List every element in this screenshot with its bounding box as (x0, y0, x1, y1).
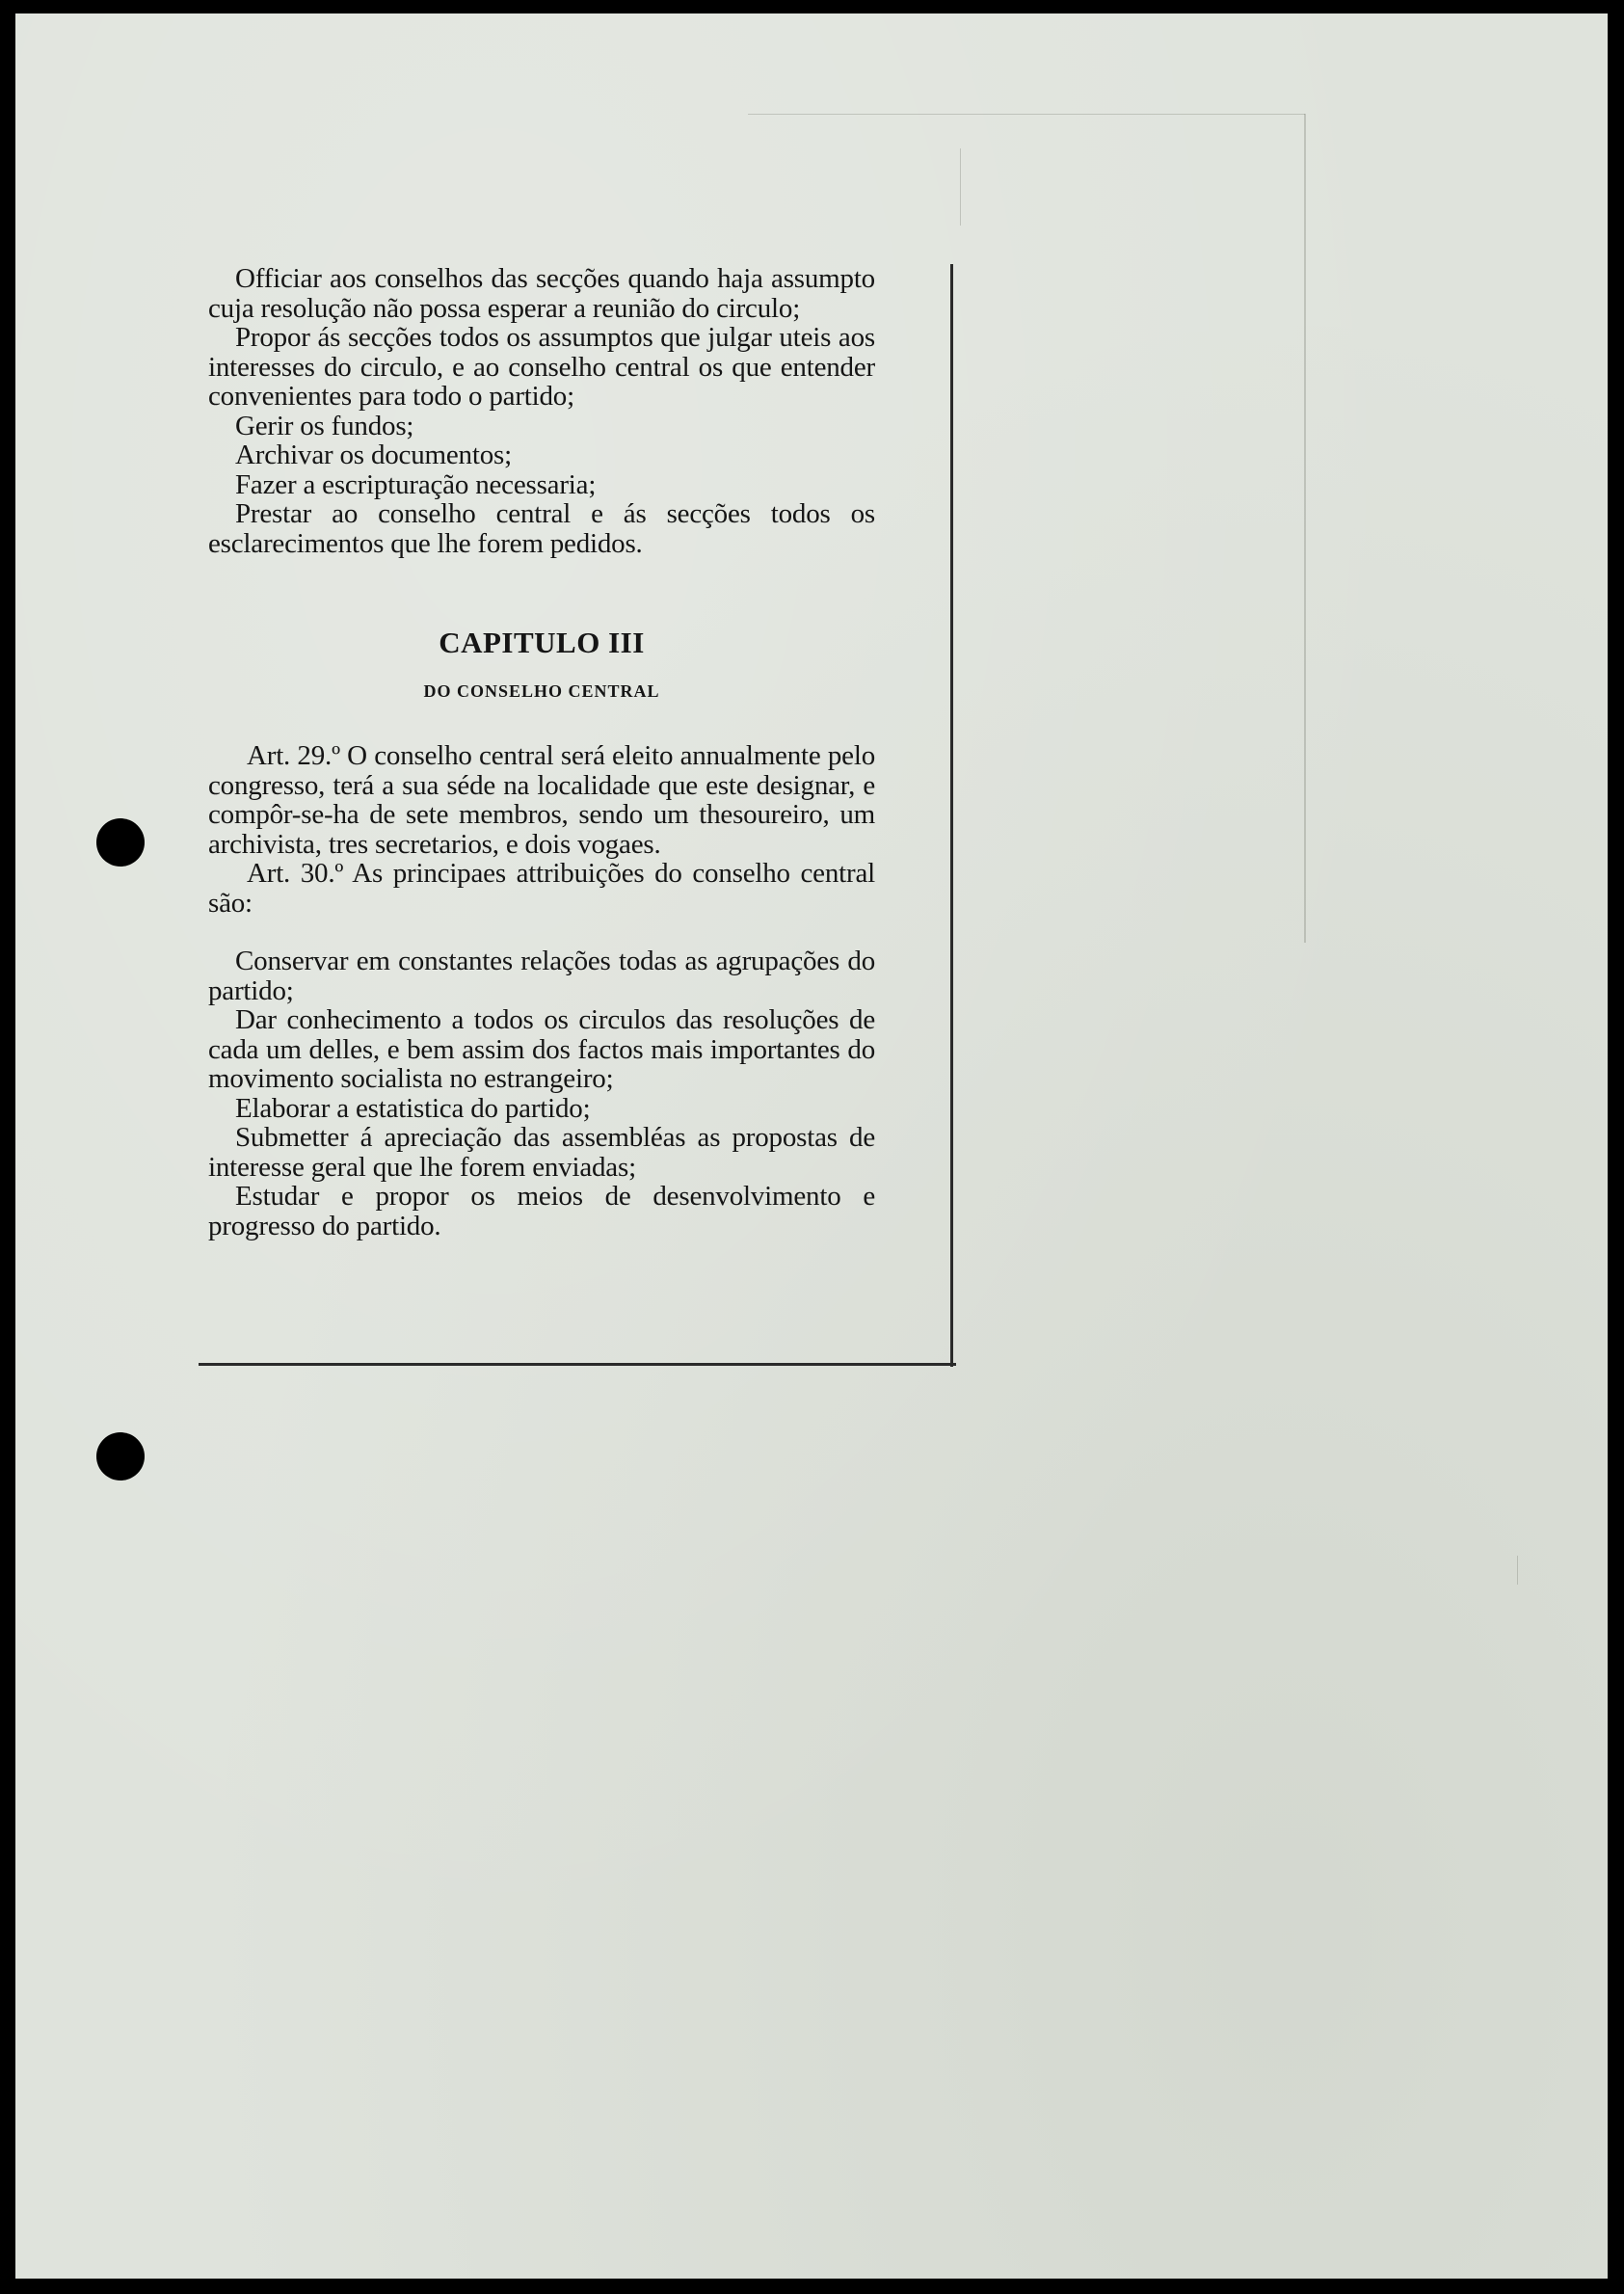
faint-mark (960, 148, 961, 226)
punch-hole (96, 818, 145, 867)
spacer (208, 918, 875, 947)
clipping-bottom-border (199, 1363, 956, 1366)
clipping-text (208, 264, 875, 1240)
chapter-title: CAPITULO III (439, 626, 645, 659)
intro-paragraph: Gerir os fundos; (235, 410, 414, 441)
article-29: Art. 29.º O conselho central será eleito annualmente pelo congresso, terá a sua séde na localidade que este designar, e compôr-se-ha de sete membros, sendo um thesoureiro, um archivista, tres secretarios, e dois vogaes. (208, 740, 875, 860)
punch-hole (96, 1432, 145, 1480)
duty-item: Estudar e propor os meios de desenvolvimento e progresso do partido. (208, 1181, 875, 1241)
article-30: Art. 30.º As principaes attribuições do conselho central são: (208, 858, 875, 919)
intro-paragraph: Propor ás secções todos os assumptos que julgar uteis aos interesses do circulo, e ao conselho central os que entender convenientes para todo o partido; (208, 322, 875, 412)
faint-edge-line (748, 114, 1305, 115)
faint-edge-line (1304, 114, 1306, 943)
duty-item: Submetter á apreciação das assembléas as propostas de interesse geral que lhe forem enviadas; (208, 1122, 875, 1183)
intro-paragraph: Officiar aos conselhos das secções quando haja assumpto cuja resolução não possa esperar a reunião do circulo; (208, 263, 875, 324)
clipping-right-border (950, 264, 953, 1367)
chapter-subtitle: DO CONSELHO CENTRAL (423, 681, 660, 701)
newspaper-clipping (199, 264, 956, 1373)
duty-item: Dar conhecimento a todos os circulos das resoluções de cada um delles, e bem assim dos factos mais importantes do movimento socialista no estrangeiro; (208, 1004, 875, 1094)
intro-paragraph: Archivar os documentos; (235, 440, 512, 470)
duty-item: Elaborar a estatistica do partido; (235, 1092, 591, 1124)
intro-paragraph: Prestar ao conselho central e ás secções todos os esclarecimentos que lhe forem pedidos. (208, 498, 875, 559)
faint-mark (1517, 1556, 1518, 1585)
intro-paragraph: Fazer a escripturação necessaria; (235, 468, 597, 500)
duty-item: Conservar em constantes relações todas as agrupações do partido; (208, 946, 875, 1006)
paper-sheet (15, 13, 1608, 2279)
